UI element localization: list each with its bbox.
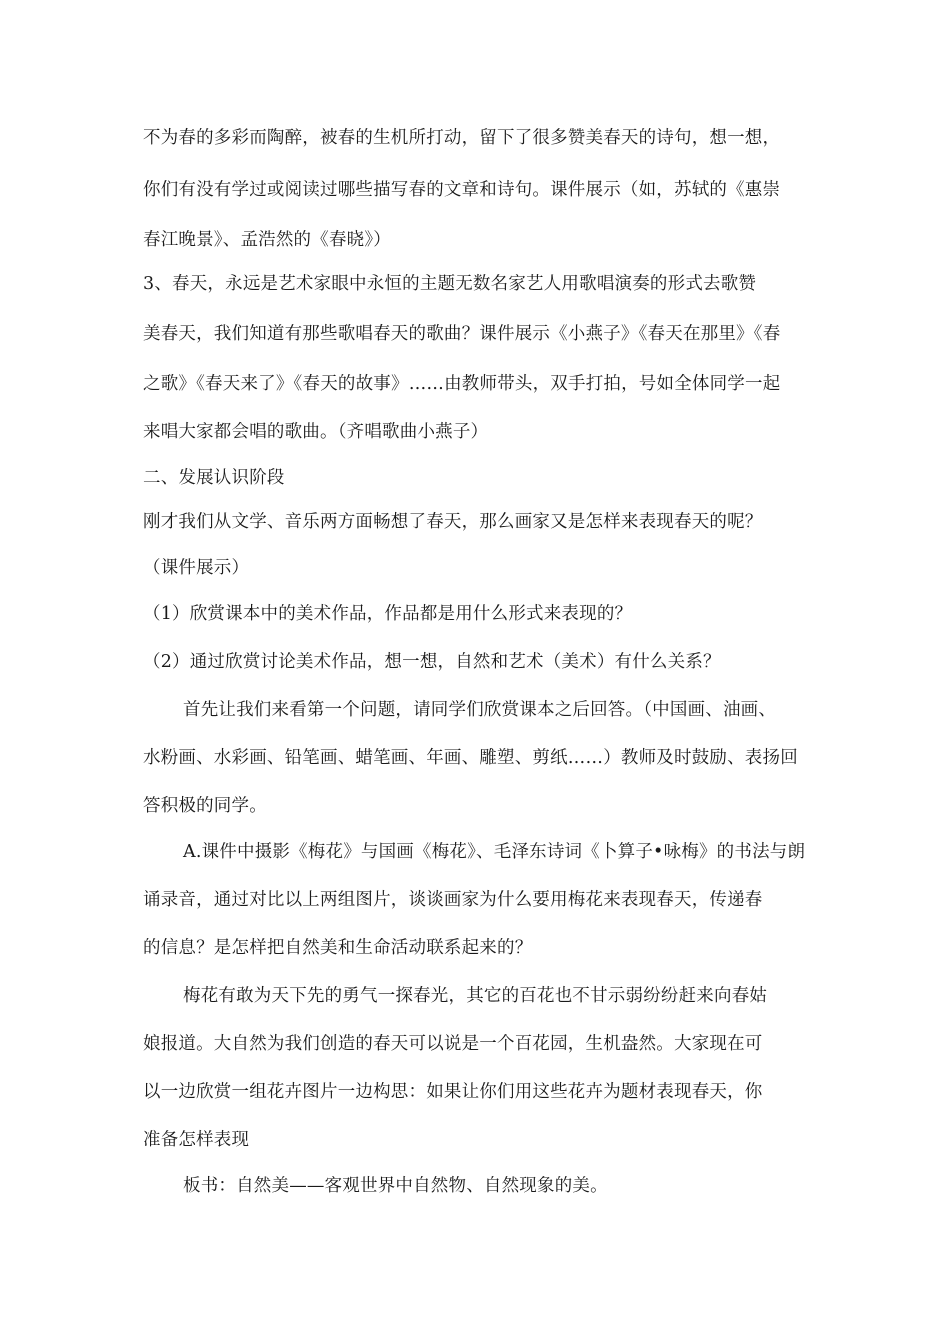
text-line: 的信息？是怎样把自然美和生命活动联系起来的？ [143, 938, 533, 958]
paragraph-start: 首先让我们来看第一个问题，请同学们欣赏课本之后回答。（中国画、油画、 [183, 700, 777, 720]
paragraph-start: A.课件中摄影《梅花》与国画《梅花》、毛泽东诗词《卜算子•咏梅》的书法与朗 [183, 842, 806, 862]
text-line: （课件展示） [143, 558, 250, 578]
board-note: 板书：自然美——客观世界中自然物、自然现象的美。 [183, 1176, 608, 1196]
text-line: 你们有没有学过或阅读过哪些描写春的文章和诗句。课件展示（如，苏轼的《惠崇 [143, 180, 781, 200]
text-line: 美春天，我们知道有那些歌唱春天的歌曲？课件展示《小燕子》《春天在那里》《春 [143, 324, 781, 344]
text-line: 准备怎样表现 [143, 1130, 250, 1150]
text-line: 3、春天，永远是艺术家眼中永恒的主题无数名家艺人用歌唱演奏的形式去歌赞 [143, 274, 757, 294]
text-line: 来唱大家都会唱的歌曲。（齐唱歌曲小燕子） [143, 422, 489, 442]
text-line: 答积极的同学。 [143, 796, 267, 816]
text-line: 刚才我们从文学、音乐两方面畅想了春天，那么画家又是怎样来表现春天的呢？ [143, 512, 763, 532]
text-line: 以一边欣赏一组花卉图片一边构思：如果让你们用这些花卉为题材表现春天，你 [143, 1082, 763, 1102]
text-line: 诵录音，通过对比以上两组图片，谈谈画家为什么要用梅花来表现春天，传递春 [143, 890, 763, 910]
question-item: （1）欣赏课本中的美术作品，作品都是用什么形式来表现的？ [143, 604, 633, 624]
text-line: 水粉画、水彩画、铅笔画、蜡笔画、年画、雕塑、剪纸……）教师及时鼓励、表扬回 [143, 748, 798, 768]
text-line: 春江晚景》、孟浩然的《春晓》） [143, 230, 391, 250]
text-line: 不为春的多彩而陶醉，被春的生机所打动，留下了很多赞美春天的诗句，想一想， [143, 128, 781, 148]
text-line: 之歌》《春天来了》《春天的故事》……由教师带头，双手打拍，号如全体同学一起 [143, 374, 781, 394]
question-item: （2）通过欣赏讨论美术作品，想一想，自然和艺术（美术）有什么关系？ [143, 652, 721, 672]
section-heading: 二、发展认识阶段 [143, 468, 285, 488]
text-line: 娘报道。大自然为我们创造的春天可以说是一个百花园，生机盎然。大家现在可 [143, 1034, 763, 1054]
paragraph-start: 梅花有敢为天下先的勇气一探春光，其它的百花也不甘示弱纷纷赶来向春姑 [183, 986, 768, 1006]
